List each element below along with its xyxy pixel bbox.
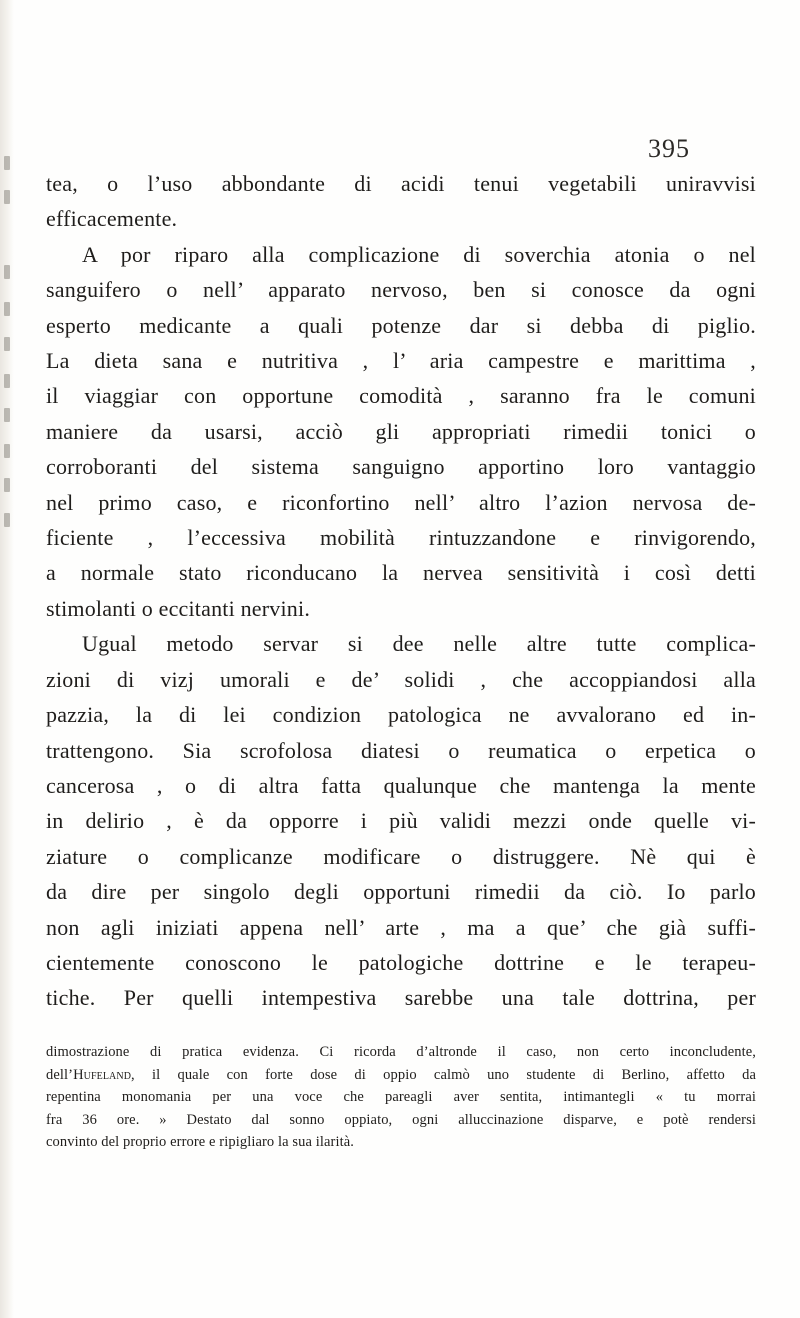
text-line: La dieta sana e nutritiva , l’ aria campestre e marittima , (46, 348, 756, 374)
text-line: in delirio , è da opporre i più validi mezzi onde quelle vi- (46, 808, 756, 834)
binding-mark (4, 190, 10, 204)
text-line: esperto medicante a quali potenze dar si debba di piglio. (46, 312, 756, 338)
text-line: non agli iniziati appena nell’ arte , ma a que’ che già suffi- (46, 914, 756, 940)
text-line: ficiente , l’eccessiva mobilità rintuzzandone e rinvigorendo, (46, 525, 756, 551)
text-line: cientemente conoscono le patologiche dottrine e le terapeu- (46, 949, 756, 975)
footnote-line: convinto del proprio errore e ripigliaro la sua ilarità. (46, 1134, 354, 1150)
text-line: zioni di vizj umorali e de’ solidi , che accoppiandosi alla (46, 666, 756, 692)
text-line: cancerosa , o di altra fatta qualunque che mantenga la mente (46, 772, 756, 798)
binding-mark (4, 408, 10, 422)
text-line: maniere da usarsi, acciò gli appropriati rimedii tonici o (46, 418, 756, 444)
page-number: 395 (648, 134, 690, 163)
page-binding-edge (0, 0, 14, 1318)
footnote-line (46, 1064, 756, 1087)
footnote (46, 1041, 756, 1154)
text-line: sanguifero o nell’ apparato nervoso, ben si conosce da ogni (46, 277, 756, 303)
footnote-line: repentina monomania per una voce che pareagli aver sentita, intimantegli « tu morrai (46, 1089, 756, 1105)
text-line: A por riparo alla complicazione di soverchia atonia o nel (82, 241, 756, 267)
text-line: a normale stato riconducano la nervea sensitività i così detti (46, 560, 756, 586)
text-line: corroboranti del sistema sanguigno apportino loro vantaggio (46, 454, 756, 480)
binding-mark (4, 444, 10, 458)
binding-mark (4, 302, 10, 316)
author-name: Hufeland (73, 1066, 132, 1083)
text-line: ziature o complicanze modificare o distruggere. Nè qui è (46, 843, 756, 869)
text-line: pazzia, la di lei condizion patologica ne avvalorano ed in- (46, 702, 756, 728)
footnote-line: dimostrazione di pratica evidenza. Ci ricorda d’altronde il caso, non certo inconcludente, (46, 1044, 756, 1060)
binding-mark (4, 265, 10, 279)
text-line: nel primo caso, e riconfortino nell’ altro l’azion nervosa de- (46, 489, 756, 515)
body-text (46, 166, 756, 1016)
binding-mark (4, 513, 10, 527)
text-line: tiche. Per quelli intempestiva sarebbe una tale dottrina, per (46, 985, 756, 1011)
text-line: il viaggiar con opportune comodità , saranno fra le comuni (46, 383, 756, 409)
text-line: stimolanti o eccitanti nervini. (46, 595, 311, 621)
binding-mark (4, 374, 10, 388)
footnote-text: dell’ (46, 1066, 74, 1083)
text-line: da dire per singolo degli opportuni rimedii da ciò. Io parlo (46, 879, 756, 905)
text-line: trattengono. Sia scrofolosa diatesi o reumatica o erpetica o (46, 737, 756, 763)
binding-mark (4, 478, 10, 492)
text-line: Ugual metodo servar si dee nelle altre tutte complica- (82, 631, 756, 657)
binding-mark (4, 156, 10, 170)
footnote-text: , il quale con forte dose di oppio calmò uno studente di Berlino, affetto da (131, 1066, 756, 1083)
text-line: efficacemente. (46, 206, 178, 232)
binding-mark (4, 337, 10, 351)
text-line: tea, o l’uso abbondante di acidi tenui vegetabili uniravvisi (46, 171, 756, 196)
footnote-line: fra 36 ore. » Destato dal sonno oppiato, ogni alluccinazione disparve, e potè rendersi (46, 1111, 756, 1128)
